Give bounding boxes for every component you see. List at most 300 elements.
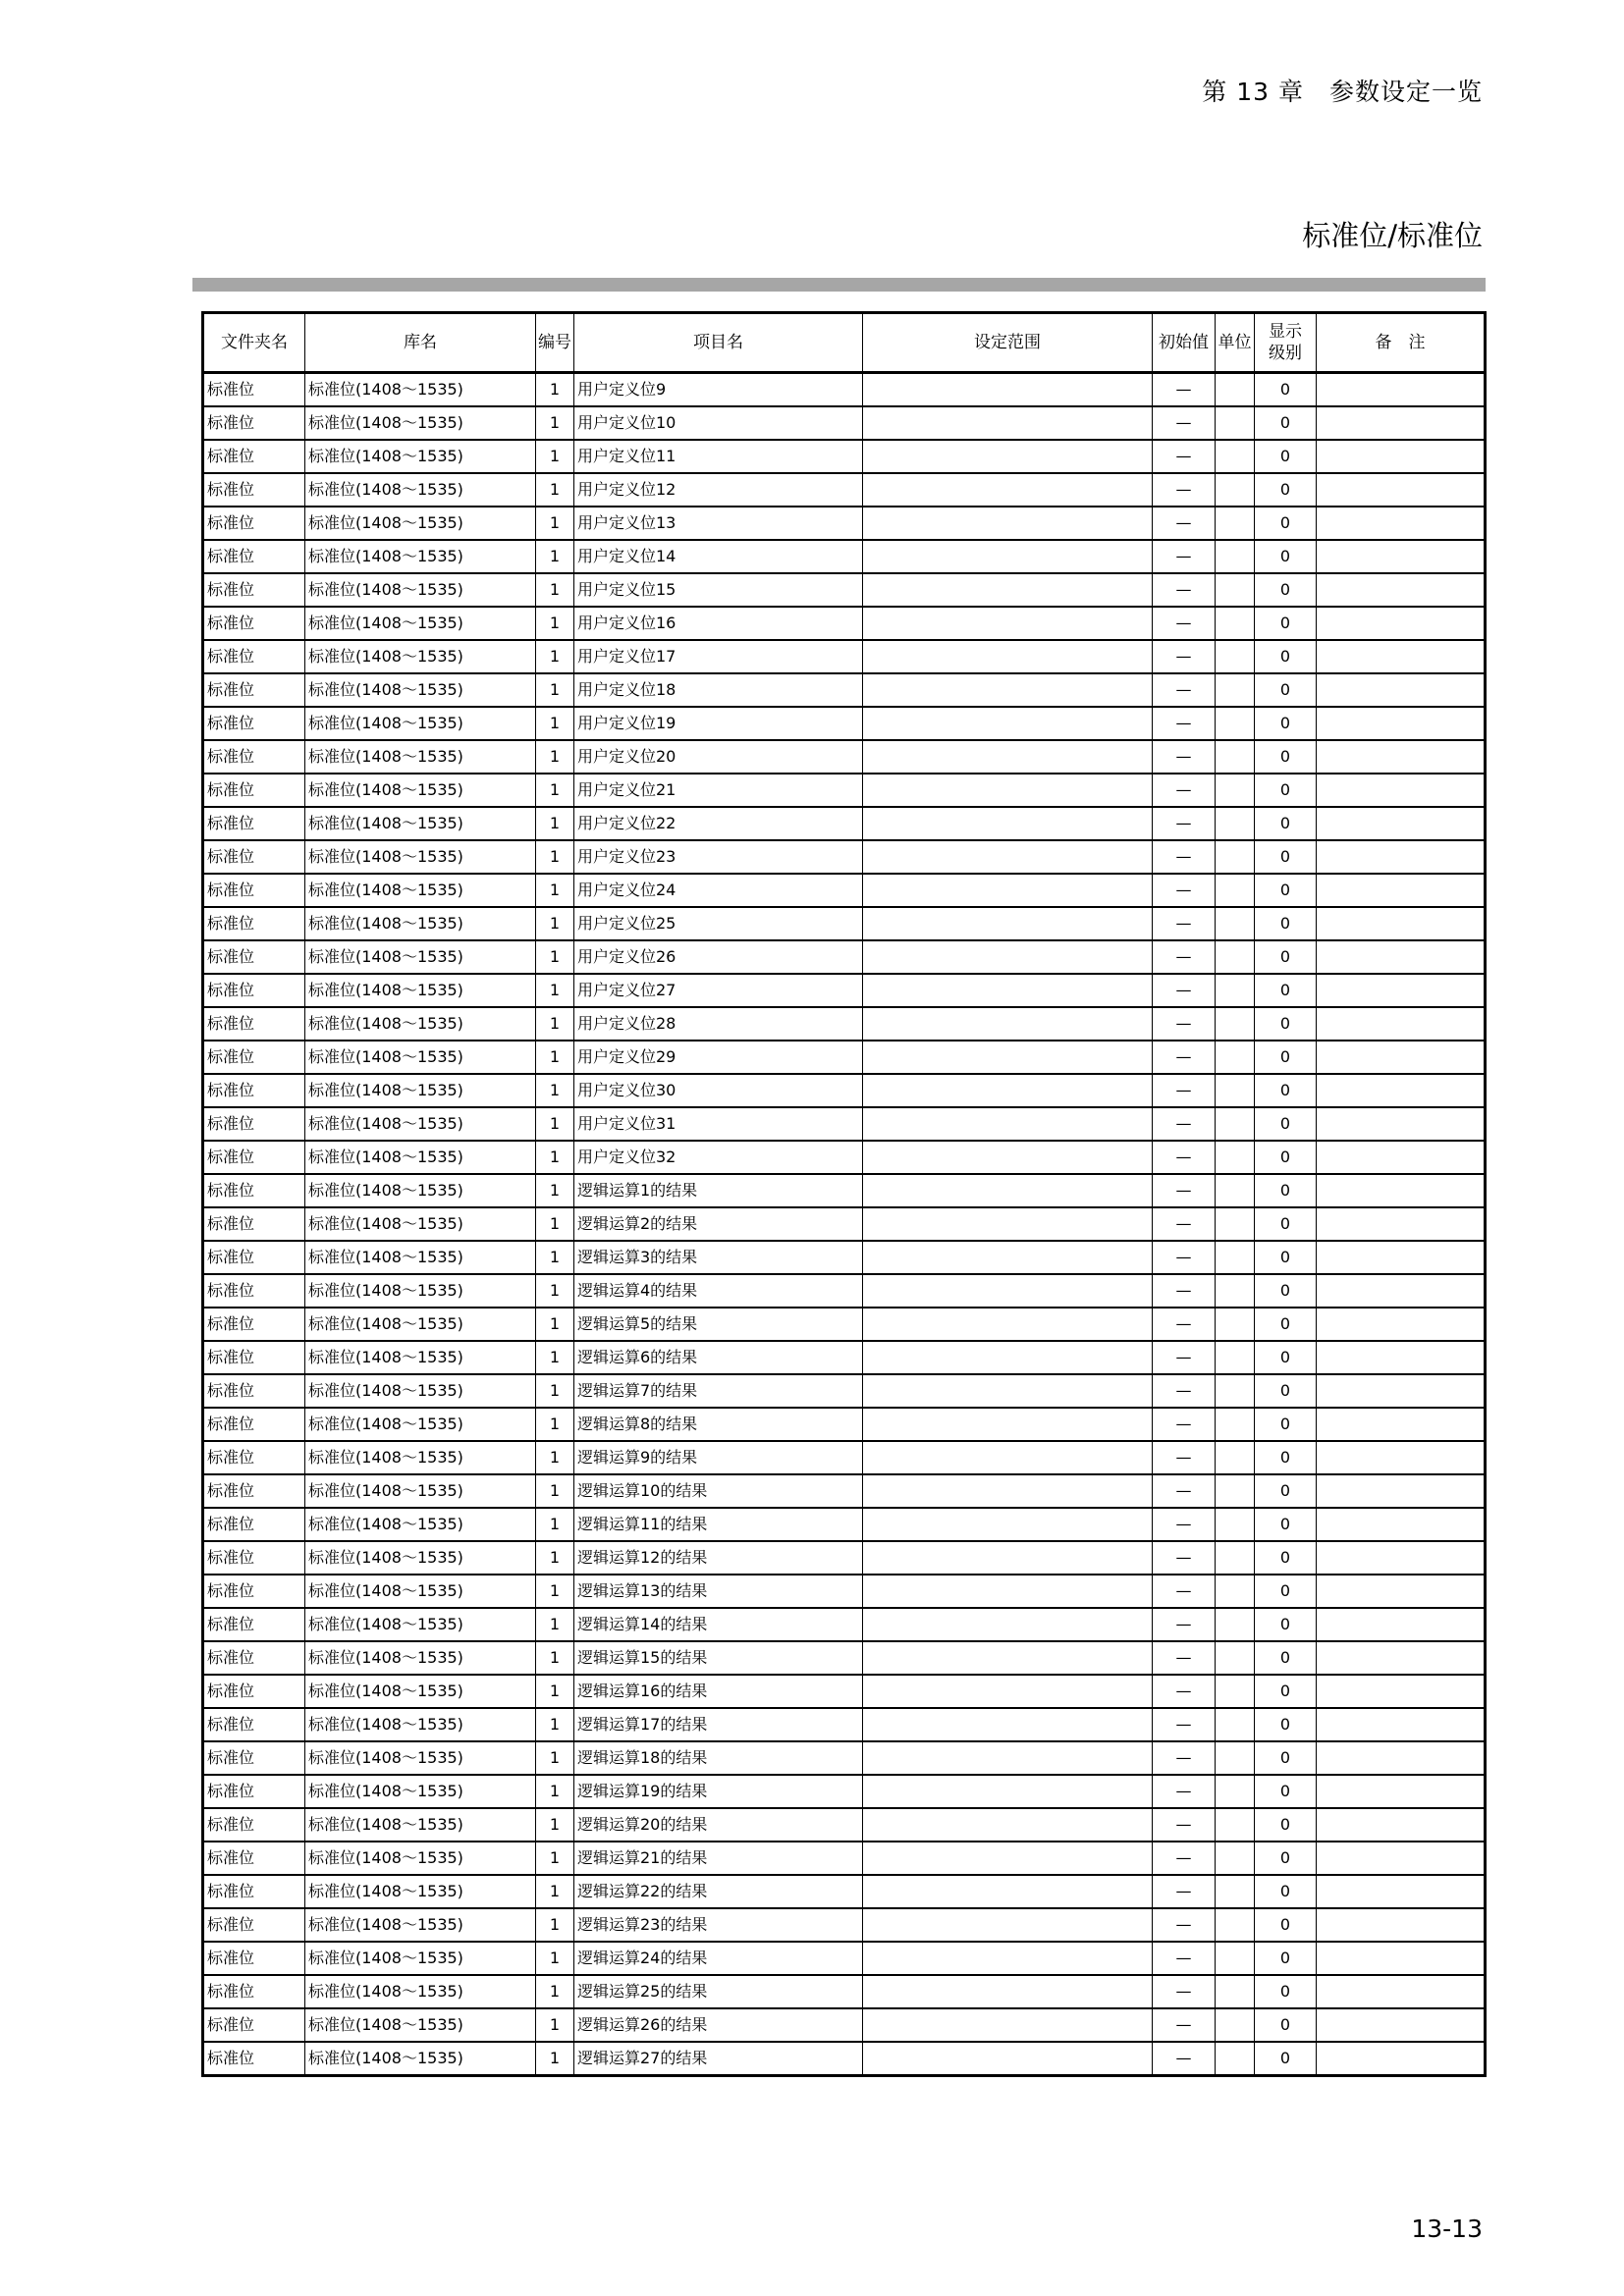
cell-note	[1317, 807, 1486, 840]
cell-item: 逻辑运算8的结果	[574, 1408, 863, 1441]
cell-unit	[1216, 640, 1255, 673]
cell-unit	[1216, 1141, 1255, 1174]
cell-number: 1	[536, 607, 574, 640]
cell-folder: 标准位	[203, 1908, 305, 1942]
cell-item: 用户定义位18	[574, 673, 863, 707]
table-row	[203, 1608, 1486, 1641]
cell-note	[1317, 473, 1486, 507]
cell-library: 标准位(1408～1535)	[305, 607, 536, 640]
cell-level: 0	[1255, 1041, 1317, 1074]
cell-library: 标准位(1408～1535)	[305, 807, 536, 840]
cell-number: 1	[536, 1808, 574, 1842]
cell-note	[1317, 1107, 1486, 1141]
cell-folder: 标准位	[203, 974, 305, 1007]
cell-initial: —	[1153, 640, 1216, 673]
cell-item: 逻辑运算13的结果	[574, 1575, 863, 1608]
cell-unit	[1216, 1942, 1255, 1975]
section-title: 标准位/标准位	[1302, 219, 1483, 252]
cell-range	[863, 607, 1153, 640]
cell-initial: —	[1153, 1041, 1216, 1074]
cell-initial: —	[1153, 1107, 1216, 1141]
cell-note	[1317, 373, 1486, 407]
cell-library: 标准位(1408～1535)	[305, 1274, 536, 1308]
table-header-row	[203, 313, 1486, 373]
cell-folder: 标准位	[203, 1274, 305, 1308]
cell-level: 0	[1255, 1775, 1317, 1808]
cell-initial: —	[1153, 774, 1216, 807]
cell-range	[863, 1007, 1153, 1041]
table-row	[203, 673, 1486, 707]
cell-initial: —	[1153, 1942, 1216, 1975]
cell-number: 1	[536, 874, 574, 907]
cell-number: 1	[536, 540, 574, 573]
cell-range	[863, 1842, 1153, 1875]
cell-unit	[1216, 607, 1255, 640]
cell-initial: —	[1153, 874, 1216, 907]
cell-initial: —	[1153, 507, 1216, 540]
cell-folder: 标准位	[203, 406, 305, 440]
cell-initial: —	[1153, 1474, 1216, 1508]
cell-level: 0	[1255, 2042, 1317, 2076]
cell-level: 0	[1255, 1608, 1317, 1641]
cell-range	[863, 406, 1153, 440]
cell-level: 0	[1255, 1675, 1317, 1708]
cell-library: 标准位(1408～1535)	[305, 673, 536, 707]
cell-library: 标准位(1408～1535)	[305, 1141, 536, 1174]
cell-number: 1	[536, 1107, 574, 1141]
cell-range	[863, 907, 1153, 940]
cell-note	[1317, 1374, 1486, 1408]
parameter-table	[201, 311, 1487, 2077]
cell-range	[863, 874, 1153, 907]
table-row	[203, 974, 1486, 1007]
cell-note	[1317, 1041, 1486, 1074]
table-row	[203, 1875, 1486, 1908]
cell-range	[863, 1741, 1153, 1775]
cell-item: 用户定义位15	[574, 573, 863, 607]
cell-note	[1317, 940, 1486, 974]
cell-library: 标准位(1408～1535)	[305, 1608, 536, 1641]
cell-note	[1317, 673, 1486, 707]
cell-level: 0	[1255, 607, 1317, 640]
cell-folder: 标准位	[203, 940, 305, 974]
cell-number: 1	[536, 774, 574, 807]
cell-item: 用户定义位14	[574, 540, 863, 573]
cell-note	[1317, 1308, 1486, 1341]
table-row	[203, 1141, 1486, 1174]
cell-note	[1317, 507, 1486, 540]
table-row	[203, 840, 1486, 874]
cell-initial: —	[1153, 1408, 1216, 1441]
cell-range	[863, 1908, 1153, 1942]
cell-level: 0	[1255, 1141, 1317, 1174]
cell-range	[863, 1775, 1153, 1808]
table-row	[203, 740, 1486, 774]
cell-range	[863, 1942, 1153, 1975]
cell-folder: 标准位	[203, 774, 305, 807]
cell-folder: 标准位	[203, 2042, 305, 2076]
cell-library: 标准位(1408～1535)	[305, 1074, 536, 1107]
cell-folder: 标准位	[203, 1775, 305, 1808]
cell-item: 逻辑运算21的结果	[574, 1842, 863, 1875]
cell-library: 标准位(1408～1535)	[305, 1975, 536, 2008]
cell-note	[1317, 907, 1486, 940]
cell-note	[1317, 440, 1486, 473]
cell-number: 1	[536, 473, 574, 507]
cell-initial: —	[1153, 1675, 1216, 1708]
cell-level: 0	[1255, 907, 1317, 940]
cell-number: 1	[536, 1541, 574, 1575]
cell-level: 0	[1255, 1308, 1317, 1341]
cell-initial: —	[1153, 1842, 1216, 1875]
table-row	[203, 1575, 1486, 1608]
cell-number: 1	[536, 1975, 574, 2008]
cell-level: 0	[1255, 1875, 1317, 1908]
cell-number: 1	[536, 1207, 574, 1241]
table-row	[203, 2008, 1486, 2042]
cell-library: 标准位(1408～1535)	[305, 1007, 536, 1041]
cell-initial: —	[1153, 1641, 1216, 1675]
cell-item: 用户定义位21	[574, 774, 863, 807]
cell-level: 0	[1255, 373, 1317, 407]
cell-note	[1317, 1608, 1486, 1641]
cell-range	[863, 807, 1153, 840]
table-row	[203, 1508, 1486, 1541]
cell-library: 标准位(1408～1535)	[305, 1174, 536, 1207]
cell-unit	[1216, 1975, 1255, 2008]
cell-item: 逻辑运算24的结果	[574, 1942, 863, 1975]
cell-initial: —	[1153, 1508, 1216, 1541]
cell-number: 1	[536, 1174, 574, 1207]
cell-number: 1	[536, 1341, 574, 1374]
cell-item: 用户定义位29	[574, 1041, 863, 1074]
cell-item: 用户定义位32	[574, 1141, 863, 1174]
table-row	[203, 774, 1486, 807]
cell-folder: 标准位	[203, 907, 305, 940]
table-row	[203, 373, 1486, 407]
cell-initial: —	[1153, 840, 1216, 874]
cell-item: 逻辑运算25的结果	[574, 1975, 863, 2008]
cell-range	[863, 2042, 1153, 2076]
cell-item: 逻辑运算14的结果	[574, 1608, 863, 1641]
cell-note	[1317, 1174, 1486, 1207]
cell-note	[1317, 1007, 1486, 1041]
cell-unit	[1216, 840, 1255, 874]
cell-level: 0	[1255, 673, 1317, 707]
cell-number: 1	[536, 1274, 574, 1308]
cell-level: 0	[1255, 1908, 1317, 1942]
cell-level: 0	[1255, 807, 1317, 840]
table-row	[203, 1174, 1486, 1207]
table-row	[203, 807, 1486, 840]
cell-note	[1317, 974, 1486, 1007]
cell-number: 1	[536, 440, 574, 473]
cell-folder: 标准位	[203, 1207, 305, 1241]
cell-range	[863, 707, 1153, 740]
cell-number: 1	[536, 2008, 574, 2042]
cell-range	[863, 1274, 1153, 1308]
cell-number: 1	[536, 840, 574, 874]
cell-initial: —	[1153, 1608, 1216, 1641]
cell-note	[1317, 1541, 1486, 1575]
cell-folder: 标准位	[203, 373, 305, 407]
cell-library: 标准位(1408～1535)	[305, 740, 536, 774]
cell-folder: 标准位	[203, 1341, 305, 1374]
cell-folder: 标准位	[203, 1575, 305, 1608]
table-row	[203, 1808, 1486, 1842]
cell-level: 0	[1255, 1842, 1317, 1875]
table-row	[203, 1308, 1486, 1341]
cell-unit	[1216, 1408, 1255, 1441]
cell-initial: —	[1153, 1775, 1216, 1808]
cell-item: 逻辑运算4的结果	[574, 1274, 863, 1308]
cell-level: 0	[1255, 2008, 1317, 2042]
cell-library: 标准位(1408～1535)	[305, 1741, 536, 1775]
column-header-number: 编号	[536, 313, 574, 373]
cell-initial: —	[1153, 1007, 1216, 1041]
table-row	[203, 1341, 1486, 1374]
cell-number: 1	[536, 1608, 574, 1641]
cell-folder: 标准位	[203, 1074, 305, 1107]
cell-range	[863, 1207, 1153, 1241]
column-header-note: 备 注	[1317, 313, 1486, 373]
cell-item: 用户定义位24	[574, 874, 863, 907]
cell-level: 0	[1255, 740, 1317, 774]
column-header-initial: 初始值	[1153, 313, 1216, 373]
cell-unit	[1216, 1041, 1255, 1074]
cell-item: 逻辑运算15的结果	[574, 1641, 863, 1675]
cell-number: 1	[536, 1942, 574, 1975]
cell-level: 0	[1255, 573, 1317, 607]
cell-item: 用户定义位22	[574, 807, 863, 840]
cell-item: 用户定义位20	[574, 740, 863, 774]
cell-item: 逻辑运算10的结果	[574, 1474, 863, 1508]
cell-level: 0	[1255, 1207, 1317, 1241]
cell-level: 0	[1255, 1074, 1317, 1107]
cell-unit	[1216, 707, 1255, 740]
cell-initial: —	[1153, 1074, 1216, 1107]
cell-unit	[1216, 1174, 1255, 1207]
section-divider	[192, 278, 1486, 292]
cell-unit	[1216, 974, 1255, 1007]
cell-initial: —	[1153, 573, 1216, 607]
cell-unit	[1216, 673, 1255, 707]
cell-library: 标准位(1408～1535)	[305, 1441, 536, 1474]
cell-folder: 标准位	[203, 1241, 305, 1274]
cell-item: 逻辑运算2的结果	[574, 1207, 863, 1241]
cell-range	[863, 740, 1153, 774]
cell-range	[863, 840, 1153, 874]
cell-level: 0	[1255, 1641, 1317, 1675]
cell-folder: 标准位	[203, 1308, 305, 1341]
cell-initial: —	[1153, 807, 1216, 840]
cell-folder: 标准位	[203, 1141, 305, 1174]
column-header-folder: 文件夹名	[203, 313, 305, 373]
cell-folder: 标准位	[203, 1374, 305, 1408]
cell-library: 标准位(1408～1535)	[305, 1808, 536, 1842]
cell-item: 用户定义位17	[574, 640, 863, 673]
cell-unit	[1216, 1908, 1255, 1942]
cell-folder: 标准位	[203, 1041, 305, 1074]
cell-unit	[1216, 1508, 1255, 1541]
cell-folder: 标准位	[203, 740, 305, 774]
cell-initial: —	[1153, 1274, 1216, 1308]
cell-item: 用户定义位19	[574, 707, 863, 740]
cell-item: 逻辑运算3的结果	[574, 1241, 863, 1274]
cell-library: 标准位(1408～1535)	[305, 440, 536, 473]
cell-item: 逻辑运算18的结果	[574, 1741, 863, 1775]
table-row	[203, 1207, 1486, 1241]
cell-item: 用户定义位12	[574, 473, 863, 507]
cell-number: 1	[536, 974, 574, 1007]
cell-note	[1317, 840, 1486, 874]
cell-range	[863, 1041, 1153, 1074]
cell-number: 1	[536, 373, 574, 407]
cell-unit	[1216, 1207, 1255, 1241]
cell-range	[863, 1808, 1153, 1842]
table-row	[203, 507, 1486, 540]
cell-folder: 标准位	[203, 473, 305, 507]
cell-library: 标准位(1408～1535)	[305, 974, 536, 1007]
cell-level: 0	[1255, 1441, 1317, 1474]
cell-library: 标准位(1408～1535)	[305, 1341, 536, 1374]
cell-number: 1	[536, 940, 574, 974]
cell-note	[1317, 540, 1486, 573]
cell-folder: 标准位	[203, 607, 305, 640]
cell-initial: —	[1153, 373, 1216, 407]
table-row	[203, 874, 1486, 907]
cell-note	[1317, 1274, 1486, 1308]
cell-item: 用户定义位28	[574, 1007, 863, 1041]
cell-note	[1317, 1808, 1486, 1842]
cell-note	[1317, 1207, 1486, 1241]
cell-unit	[1216, 1441, 1255, 1474]
table-row	[203, 573, 1486, 607]
cell-folder: 标准位	[203, 1474, 305, 1508]
cell-note	[1317, 640, 1486, 673]
cell-level: 0	[1255, 707, 1317, 740]
cell-unit	[1216, 874, 1255, 907]
table-row	[203, 2042, 1486, 2076]
cell-initial: —	[1153, 1374, 1216, 1408]
cell-item: 逻辑运算11的结果	[574, 1508, 863, 1541]
cell-range	[863, 373, 1153, 407]
cell-number: 1	[536, 1141, 574, 1174]
cell-number: 1	[536, 1775, 574, 1808]
cell-unit	[1216, 1775, 1255, 1808]
cell-number: 1	[536, 406, 574, 440]
table-row	[203, 707, 1486, 740]
table-row	[203, 1842, 1486, 1875]
cell-folder: 标准位	[203, 1641, 305, 1675]
cell-item: 用户定义位23	[574, 840, 863, 874]
cell-note	[1317, 1908, 1486, 1942]
cell-number: 1	[536, 1408, 574, 1441]
cell-unit	[1216, 1474, 1255, 1508]
cell-item: 用户定义位31	[574, 1107, 863, 1141]
cell-unit	[1216, 1608, 1255, 1641]
cell-unit	[1216, 406, 1255, 440]
cell-unit	[1216, 1641, 1255, 1675]
cell-level: 0	[1255, 1374, 1317, 1408]
cell-item: 逻辑运算5的结果	[574, 1308, 863, 1341]
cell-note	[1317, 740, 1486, 774]
table-row	[203, 1074, 1486, 1107]
cell-initial: —	[1153, 1174, 1216, 1207]
cell-number: 1	[536, 707, 574, 740]
cell-level: 0	[1255, 974, 1317, 1007]
cell-initial: —	[1153, 1908, 1216, 1942]
cell-number: 1	[536, 1041, 574, 1074]
cell-library: 标准位(1408～1535)	[305, 1241, 536, 1274]
cell-folder: 标准位	[203, 1741, 305, 1775]
cell-library: 标准位(1408～1535)	[305, 373, 536, 407]
cell-unit	[1216, 540, 1255, 573]
cell-item: 逻辑运算1的结果	[574, 1174, 863, 1207]
cell-range	[863, 1107, 1153, 1141]
cell-note	[1317, 1975, 1486, 2008]
cell-folder: 标准位	[203, 707, 305, 740]
cell-unit	[1216, 1007, 1255, 1041]
cell-library: 标准位(1408～1535)	[305, 874, 536, 907]
cell-note	[1317, 1474, 1486, 1508]
cell-item: 用户定义位9	[574, 373, 863, 407]
cell-number: 1	[536, 573, 574, 607]
cell-item: 逻辑运算26的结果	[574, 2008, 863, 2042]
cell-initial: —	[1153, 1241, 1216, 1274]
cell-unit	[1216, 2042, 1255, 2076]
table-row	[203, 1374, 1486, 1408]
cell-folder: 标准位	[203, 1107, 305, 1141]
table-row	[203, 540, 1486, 573]
cell-folder: 标准位	[203, 1007, 305, 1041]
cell-level: 0	[1255, 1241, 1317, 1274]
cell-initial: —	[1153, 740, 1216, 774]
cell-note	[1317, 774, 1486, 807]
cell-unit	[1216, 2008, 1255, 2042]
cell-note	[1317, 874, 1486, 907]
cell-library: 标准位(1408～1535)	[305, 573, 536, 607]
cell-level: 0	[1255, 1107, 1317, 1141]
cell-range	[863, 1174, 1153, 1207]
cell-range	[863, 1441, 1153, 1474]
cell-range	[863, 1541, 1153, 1575]
table-row	[203, 1107, 1486, 1141]
cell-range	[863, 1975, 1153, 2008]
cell-note	[1317, 1074, 1486, 1107]
cell-folder: 标准位	[203, 1441, 305, 1474]
cell-initial: —	[1153, 607, 1216, 640]
cell-range	[863, 1474, 1153, 1508]
cell-unit	[1216, 740, 1255, 774]
table-row	[203, 473, 1486, 507]
table-row	[203, 406, 1486, 440]
cell-level: 0	[1255, 940, 1317, 974]
cell-level: 0	[1255, 1174, 1317, 1207]
table-row	[203, 1241, 1486, 1274]
cell-unit	[1216, 1875, 1255, 1908]
cell-unit	[1216, 807, 1255, 840]
cell-folder: 标准位	[203, 840, 305, 874]
cell-initial: —	[1153, 1808, 1216, 1842]
cell-number: 1	[536, 673, 574, 707]
cell-library: 标准位(1408～1535)	[305, 1708, 536, 1741]
cell-level: 0	[1255, 874, 1317, 907]
cell-range	[863, 473, 1153, 507]
cell-number: 1	[536, 1641, 574, 1675]
cell-item: 逻辑运算23的结果	[574, 1908, 863, 1942]
cell-range	[863, 1074, 1153, 1107]
